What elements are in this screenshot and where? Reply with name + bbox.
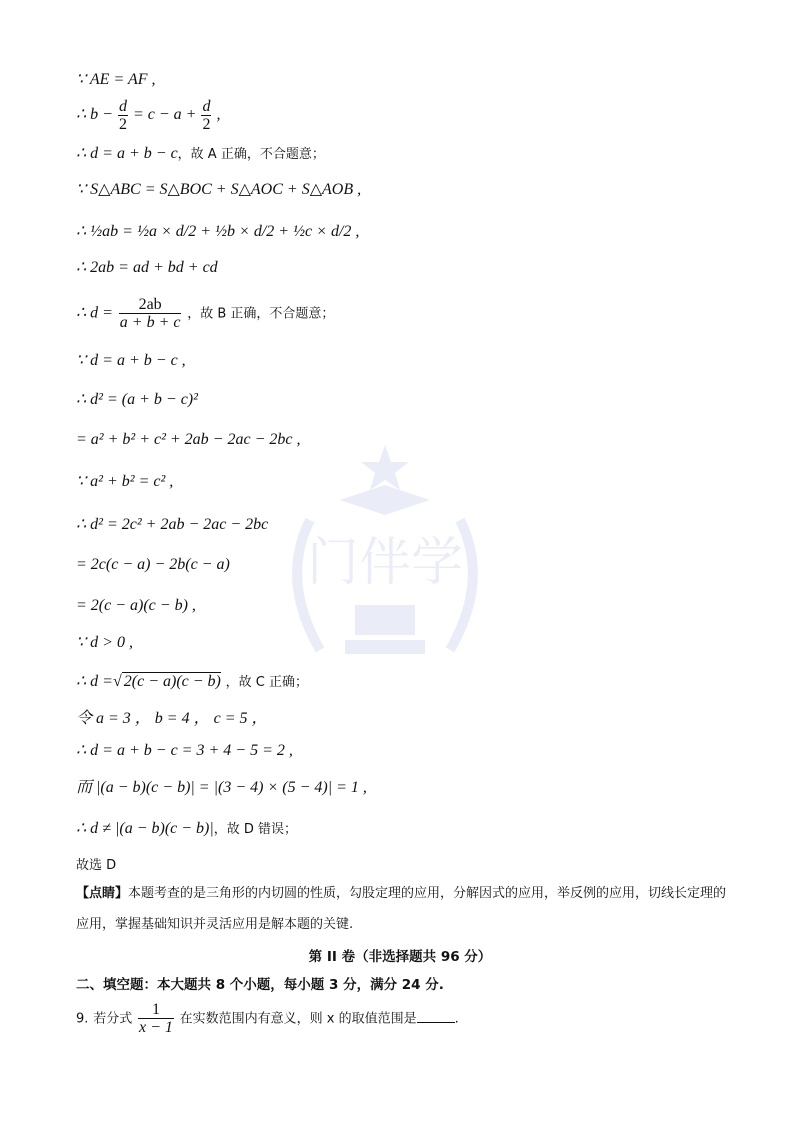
line-7: ∴ d = $\frac{2ab}{a + b + c}$ ，故 B 正确，不合题意； [76, 296, 335, 331]
line-11: ∵ a² + b² = c² , [76, 473, 174, 490]
answer-blank[interactable] [417, 1010, 455, 1023]
watermark-text: 门伴学 [306, 533, 464, 593]
line-4: ∵ S△ABC = S△BOC + S△AOC + S△AOB , [76, 181, 362, 198]
line-21: 故选 D [76, 858, 117, 873]
line-10: = a² + b² + c² + 2ab − 2ac − 2bc , [76, 431, 301, 448]
part-heading: 二、填空题：本大题共 8 个小题，每小题 3 分，满分 24 分. [76, 977, 444, 993]
question-number: 9. [76, 1011, 89, 1027]
line-6: ∴ 2ab = ad + bd + cd [76, 259, 218, 276]
question-9: 9. 若分式 $\frac{1}{x - 1}$ 在实数范围内有意义，则 x 的取值范围是 . [76, 1001, 459, 1036]
line-14: = 2(c − a)(c − b) , [76, 597, 196, 614]
note-paragraph [76, 878, 736, 940]
line-9: ∴ d² = (a + b − c)² [76, 391, 198, 408]
line-16: ∴ d =√ 2(c − a)(c − b) ，故 C 正确； [76, 673, 308, 690]
line-15: ∵ d > 0 , [76, 634, 133, 651]
note-label: 【点睛】 [76, 886, 129, 901]
note-text: 本题考查的是三角形的内切圆的性质，勾股定理的应用，分解因式的应用，举反例的应用，切线长定理的应用，掌握基础知识并灵活应用是解本题的关键. [76, 886, 727, 932]
line-13: = 2c(c − a) − 2b(c − a) [76, 556, 230, 573]
line-3: ∴ d = a + b − c，故 A 正确，不合题意； [76, 145, 325, 162]
line-8: ∵ d = a + b − c , [76, 352, 186, 369]
line-18: ∴ d = a + b − c = 3 + 4 − 5 = 2 , [76, 742, 293, 759]
watermark-logo [270, 440, 500, 690]
line-17: 令 a = 3 ， b = 4 ， c = 5 ， [76, 710, 268, 727]
line-12: ∴ d² = 2c² + 2ab − 2ac − 2bc [76, 516, 269, 533]
line-2: ∴ b − $\frac{d}{2}$ = c − a + $\frac{d}{2}$ , [76, 98, 221, 133]
line-5: ∴ ½ab = ½a × d/2 + ½b × d/2 + ½c × d/2 , [76, 223, 360, 240]
line-19: 而 |(a − b)(c − b)| = |(3 − 4) × (5 − 4)| = 1 , [76, 779, 367, 796]
line-1: ∵ AE = AF , [76, 71, 156, 88]
line-20: ∴ d ≠ |(a − b)(c − b)|，故 D 错误； [76, 820, 298, 837]
section-title: 第 II 卷（非选择题共 96 分） [308, 949, 492, 965]
